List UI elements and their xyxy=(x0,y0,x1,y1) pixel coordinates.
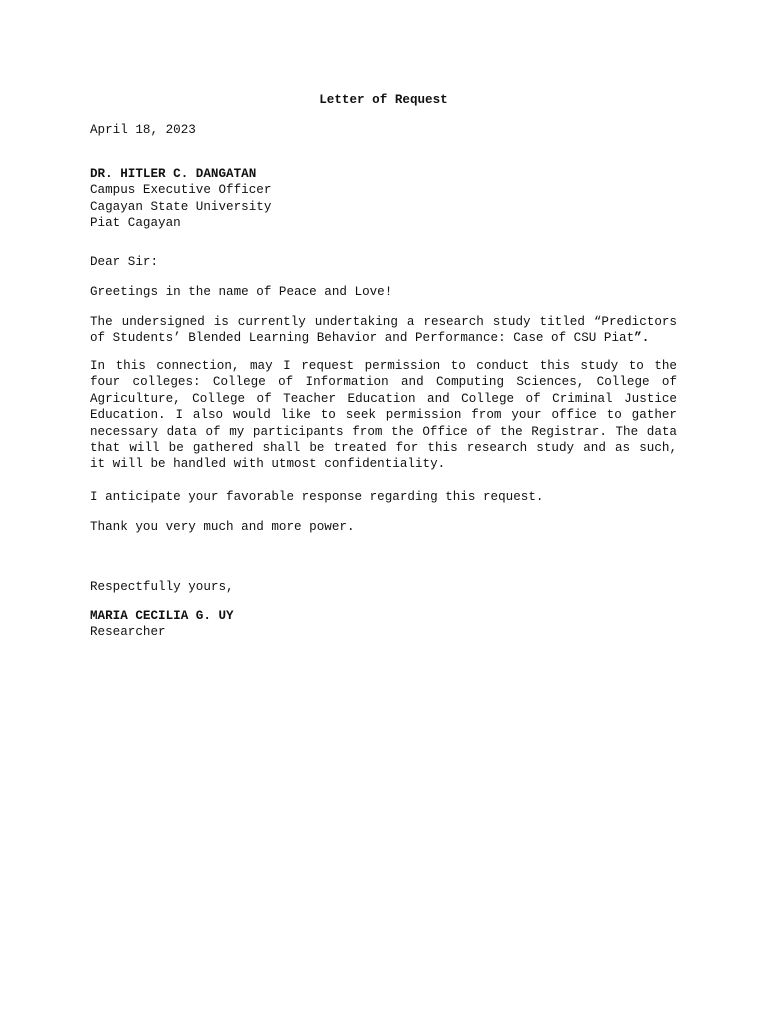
signer-block xyxy=(90,608,677,641)
paragraph-permission-request: In this connection, may I request permission to conduct this study to the four colleges: College of Information and Computing Sciences, College of Agriculture, College of Teacher Education and College of Criminal Justice Education. I also would like to seek permission from your office to gather necessary data of my participants from the Office of the Registrar. The data that will be gathered shall be treated for this research study and as such, it will be handled with utmost confidentiality. xyxy=(90,359,677,472)
paragraph-research-study xyxy=(90,314,677,347)
paragraph-anticipation: I anticipate your favorable response regarding this request. xyxy=(90,490,544,504)
paragraph-research-study-text: The undersigned is currently undertaking a research study titled “Predictors of Students’ Blended Learning Behavior and Performance: Case of CSU Piat xyxy=(90,315,677,346)
letter-page xyxy=(90,0,677,1024)
recipient-block xyxy=(90,166,677,232)
recipient-name: DR. HITLER C. DANGATAN xyxy=(90,167,257,181)
paragraph-research-study-closing-quote: ”. xyxy=(634,331,650,346)
letter-date: April 18, 2023 xyxy=(90,123,196,137)
paragraph-thanks: Thank you very much and more power. xyxy=(90,520,355,534)
salutation: Dear Sir: xyxy=(90,255,159,269)
greeting: Greetings in the name of Peace and Love! xyxy=(90,285,393,299)
recipient-institution: Cagayan State University xyxy=(90,199,272,214)
letter-title: Letter of Request xyxy=(319,93,448,107)
signer-name: MARIA CECILIA G. UY xyxy=(90,609,234,623)
recipient-location: Piat Cagayan xyxy=(90,216,181,231)
recipient-position: Campus Executive Officer xyxy=(90,183,272,198)
signer-role: Researcher xyxy=(90,625,166,640)
closing: Respectfully yours, xyxy=(90,580,234,594)
